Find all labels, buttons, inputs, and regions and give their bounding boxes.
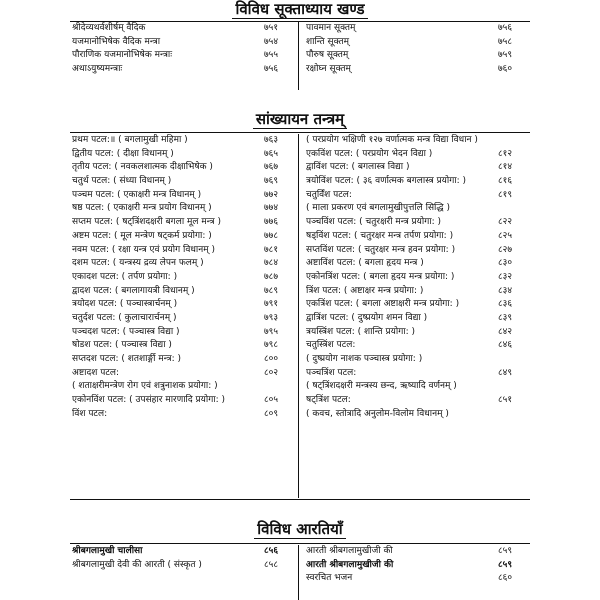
entry-page-number: ८४६: [498, 340, 513, 351]
entry-title: प्रथम पटल:॥ ( बगलामुखी महिमा ): [72, 135, 188, 145]
entry-page-number: [498, 134, 528, 148]
entry-page-number: ७५४: [264, 36, 279, 47]
entry-page-number: [264, 380, 294, 394]
column-divider: [298, 22, 299, 90]
entry-page-number: ८३२: [498, 271, 513, 282]
toc-entry: [72, 202, 294, 216]
entry-title: ( षट्त्रिंशदक्षरी मन्त्रस्य छन्द, ऋष्यादि वर्णनम् ): [306, 381, 457, 392]
toc-entry: [72, 367, 294, 381]
entry-title: शान्ति सूक्तम्: [306, 36, 349, 47]
entry-title: पौरुष सूक्तम्: [306, 50, 349, 61]
toc-entry: [72, 326, 294, 340]
toc-entry: [72, 148, 294, 162]
toc-entry: [306, 36, 528, 50]
entry-page-number: ८१९: [498, 189, 513, 200]
entry-title: चतुर्विंश पटल:: [306, 189, 352, 200]
toc-entry: [72, 353, 294, 367]
entry-page-number: ७७२: [264, 189, 279, 200]
entry-page-number: ८०२: [264, 367, 279, 378]
toc-entry: [72, 22, 294, 36]
entry-title: स्वरचित भजन: [306, 573, 353, 584]
entry-page-number: ८५८: [264, 559, 279, 570]
aarti-right-column: [306, 545, 528, 586]
entry-title: त्रयोदश पटल: ( पञ्चास्त्रार्चनम् ): [72, 299, 178, 310]
entry-page-number: ७५१: [264, 23, 279, 33]
toc-entry: [306, 545, 528, 559]
entry-title: नवम पटल: ( रक्षा यन्त्र एवं प्रयोग विधानम् ): [72, 244, 215, 255]
entry-title: विंश पटल:: [72, 408, 108, 419]
entry-page-number: ८६०: [498, 573, 513, 584]
entry-title: द्वितीय पटल: ( दीक्षा विधानम् ): [72, 148, 174, 159]
toc-entry: [306, 285, 528, 299]
entry-page-number: ७८९: [264, 285, 279, 296]
entry-page-number: ७६५: [264, 148, 279, 159]
entry-title: त्रिंश पटल: ( अष्टाक्षर मन्त्र प्रयोगा: ): [306, 285, 424, 296]
toc-entry: [306, 572, 528, 586]
entry-page-number: ८३६: [498, 299, 513, 310]
entry-title: पञ्चदश पटल: ( पञ्चास्त्र विद्या ): [72, 326, 180, 337]
toc-entry: [72, 134, 294, 148]
toc-entry: [72, 216, 294, 230]
entry-page-number: [498, 380, 528, 394]
toc-entry: [72, 380, 294, 394]
toc-entry: [306, 49, 528, 63]
entry-title: त्रयोविंश पटल: ( ३६ वर्णात्मक बगलास्त्र प्रयोगा: ): [306, 176, 467, 187]
sukta-left-column: [72, 22, 294, 77]
toc-entry: [306, 298, 528, 312]
entry-title: चतुर्दश पटल: ( कुलाचारार्चनम् ): [72, 312, 177, 323]
toc-entry: [72, 257, 294, 271]
entry-page-number: ८१२: [498, 148, 513, 159]
toc-entry: [72, 63, 294, 77]
entry-title: द्वात्रिंश पटल: ( दुष्प्रयोग शमन विद्या ): [306, 312, 428, 323]
entry-title: षड्विंश पटल: ( चतुरक्षर मन्त्र तर्पण प्रयोगा: ): [306, 230, 454, 241]
column-divider: [298, 545, 299, 600]
entry-title: एकत्रिंश पटल: ( बगला अष्टाक्षरी मन्त्र प्रयोगा: ): [306, 299, 460, 310]
entry-page-number: [498, 202, 528, 216]
entry-title: पञ्चम पटल: ( एकाक्षरी मन्त्र विधानम् ): [72, 189, 202, 200]
entry-page-number: ८३९: [498, 312, 513, 323]
entry-title: चतुस्त्रिंश पटल:: [306, 340, 356, 351]
toc-entry: [306, 312, 528, 326]
divider: [70, 499, 530, 500]
toc-entry: [306, 244, 528, 258]
divider: [70, 132, 530, 133]
entry-title: पौराणिक यजमानोभिषेक मन्त्राः: [72, 50, 173, 61]
toc-entry: [72, 189, 294, 203]
toc-entry: [72, 285, 294, 299]
entry-page-number: ८५१: [498, 395, 513, 406]
entry-title: पञ्चविंश पटल: ( चतुरक्षरी मन्त्र प्रयोगा: ): [306, 217, 442, 228]
entry-title: सप्तदश पटल: ( शतशार्ङ्गी मन्त्र: ): [72, 354, 182, 364]
entry-page-number: ८१६: [498, 176, 513, 187]
aarti-left-column: [72, 545, 294, 572]
section-heading-aarti: विविध आरतियाँ: [0, 520, 600, 538]
entry-page-number: ८०९: [264, 408, 279, 419]
toc-entry: [306, 408, 528, 422]
entry-title: ( परप्रयोग भक्षिणी १२७ वर्णात्मक मन्त्र विद्या विधान ): [306, 135, 478, 145]
toc-entry: [72, 244, 294, 258]
toc-entry: [306, 63, 528, 77]
entry-title: आरती श्रीबगलामुखीजी की: [306, 559, 394, 570]
entry-title: यजमानोभिषेक वैदिक मन्त्रा: [72, 36, 161, 47]
toc-entry: [306, 161, 528, 175]
entry-title: द्वादश पटल: ( बगलागायत्री विधानम् ): [72, 285, 195, 296]
toc-entry: [72, 271, 294, 285]
entry-title: तृतीय पटल: ( नवकलशात्मक दीक्षाभिषेक ): [72, 162, 213, 173]
entry-title: सप्तविंश पटल: ( चतुरक्षर मन्त्र हवन प्रयोगा: ): [306, 244, 456, 255]
entry-title: अष्टाविंश पटल: ( बगला हृदय मन्त्र ): [306, 258, 424, 269]
entry-page-number: ७६७: [264, 162, 279, 173]
toc-entry: [306, 380, 528, 394]
entry-title: अष्टम पटल: ( मूल मन्त्रेण षट्कर्म प्रयोगा: ): [72, 230, 212, 241]
entry-title: पावमान सूक्तम्: [306, 23, 356, 33]
toc-entry: [72, 312, 294, 326]
section-heading-tantra: सांख्यायन तन्त्रम्: [0, 110, 600, 128]
entry-title: अथाऽयुष्यमन्त्राः: [72, 64, 123, 75]
entry-page-number: ८२७: [498, 244, 513, 255]
toc-entry: [306, 148, 528, 162]
toc-entry: [306, 339, 528, 353]
toc-entry: [306, 271, 528, 285]
toc-entry: [72, 175, 294, 189]
tantra-right-column: [306, 134, 528, 421]
toc-entry: [306, 559, 528, 573]
entry-page-number: [498, 408, 528, 422]
entry-page-number: ७९३: [264, 312, 279, 323]
toc-entry: [72, 394, 294, 408]
entry-page-number: ७८७: [264, 271, 279, 282]
toc-entry: [306, 175, 528, 189]
entry-page-number: ८५९: [498, 546, 513, 556]
toc-entry: [306, 134, 528, 148]
toc-entry: [306, 189, 528, 203]
entry-title: एकोनविंश पटल: ( उपसंहार मारणादि प्रयोगा: ): [72, 395, 226, 406]
entry-title: चतुर्थ पटल: ( संध्या विधानम् ): [72, 176, 172, 187]
entry-page-number: ७५६: [498, 23, 513, 33]
entry-page-number: ७७६: [264, 217, 279, 228]
entry-page-number: ८३०: [498, 258, 513, 269]
toc-entry: [306, 367, 528, 381]
entry-page-number: ७५९: [498, 50, 513, 61]
entry-title: अष्टादश पटल:: [72, 367, 120, 378]
entry-title: दशम पटल: ( यन्त्रस्य द्रव्य लेपन फलम् ): [72, 258, 204, 269]
entry-title: त्रयस्त्रिंश पटल: ( शान्ति प्रयोगा: ): [306, 326, 416, 337]
entry-title: ( माला प्रकरण एवं बगलामुखीपुत्तलि सिद्धि ): [306, 203, 450, 214]
entry-page-number: ८३४: [498, 285, 513, 296]
entry-title: ( कवच, स्तोत्रादि अनुलोम-विलोम विधानम् ): [306, 408, 449, 419]
entry-page-number: ८५६: [264, 546, 279, 556]
toc-entry: [72, 230, 294, 244]
entry-page-number: ८००: [264, 354, 279, 364]
entry-title: एकोनत्रिंश पटल: ( बगला हृदय मन्त्र प्रयोगा: ): [306, 271, 455, 282]
toc-entry: [72, 559, 294, 573]
section-heading-sukta: विविध सूक्ताध्याय खण्ड: [0, 0, 600, 18]
entry-page-number: ७७४: [264, 203, 279, 214]
entry-page-number: ७८१: [264, 244, 279, 255]
entry-page-number: ७९५: [264, 326, 279, 337]
entry-title: षट्त्रिंश पटल:: [306, 395, 351, 406]
entry-page-number: ७६३: [264, 135, 279, 145]
entry-page-number: ८५९: [498, 559, 513, 570]
entry-page-number: ७७८: [264, 230, 279, 241]
entry-page-number: ७५५: [264, 50, 279, 61]
entry-page-number: ८१४: [498, 162, 513, 173]
toc-entry: [306, 22, 528, 36]
entry-page-number: ७९१: [264, 299, 279, 310]
divider: [70, 543, 530, 544]
entry-title: ( दुष्प्रयोग नाशक पञ्चास्त्र प्रयोगा: ): [306, 354, 423, 364]
entry-page-number: ८०५: [264, 395, 279, 406]
column-divider: [298, 134, 299, 498]
entry-page-number: ७८४: [264, 258, 279, 269]
entry-title: एकविंश पटल: ( परप्रयोग भेदन विद्या ): [306, 148, 433, 159]
entry-page-number: ८४९: [498, 367, 513, 378]
sukta-right-column: [306, 22, 528, 77]
toc-entry: [72, 298, 294, 312]
toc-entry: [306, 230, 528, 244]
entry-title: श्रीबगलामुखी चालीसा: [72, 546, 143, 556]
entry-title: आरती श्रीबगलामुखीजी की: [306, 546, 393, 556]
toc-entry: [72, 408, 294, 422]
entry-page-number: ८४२: [498, 326, 513, 337]
toc-entry: [72, 36, 294, 50]
entry-title: रक्षोघ्न सूक्तम्: [306, 64, 351, 75]
toc-entry: [306, 216, 528, 230]
entry-title: षष्ठ पटल: ( एकाक्षरी मन्त्र प्रयोग विधानम् ): [72, 203, 212, 214]
entry-title: पञ्चत्रिंश पटल:: [306, 367, 357, 378]
entry-title: श्रीदेव्यथर्वशीर्षम् वैदिक: [72, 23, 146, 33]
entry-title: ( शताक्षरीमन्त्रेण रोग एवं शत्रुनाशक प्रयोगा: ): [72, 381, 218, 392]
toc-entry: [72, 49, 294, 63]
toc-entry: [72, 545, 294, 559]
toc-entry: [306, 326, 528, 340]
toc-entry: [306, 202, 528, 216]
entry-title: सप्तम पटल: ( षट्त्रिंशदक्षरी बगला मूल मन्त्र ): [72, 217, 221, 228]
entry-page-number: ७५८: [498, 36, 513, 47]
toc-entry: [306, 353, 528, 367]
toc-entry: [306, 257, 528, 271]
entry-page-number: ८२२: [498, 217, 513, 228]
entry-title: द्वाविंश पटल: ( बगलास्त्र विद्या ): [306, 162, 410, 173]
entry-title: एकादश पटल: ( तर्पण प्रयोगा: ): [72, 271, 178, 282]
toc-entry: [72, 339, 294, 353]
entry-title: षोडश पटल: ( पञ्चास्त्र विद्या ): [72, 340, 172, 351]
entry-page-number: ८२५: [498, 230, 513, 241]
entry-page-number: ७९८: [264, 340, 279, 351]
toc-entry: [306, 394, 528, 408]
entry-page-number: [498, 353, 528, 367]
entry-page-number: ७६०: [498, 64, 513, 75]
tantra-left-column: [72, 134, 294, 421]
entry-page-number: ७६९: [264, 176, 279, 187]
toc-entry: [72, 161, 294, 175]
entry-title: श्रीबगलामुखी देवी की आरती ( संस्कृत ): [72, 559, 202, 570]
entry-page-number: ७५६: [264, 64, 279, 75]
